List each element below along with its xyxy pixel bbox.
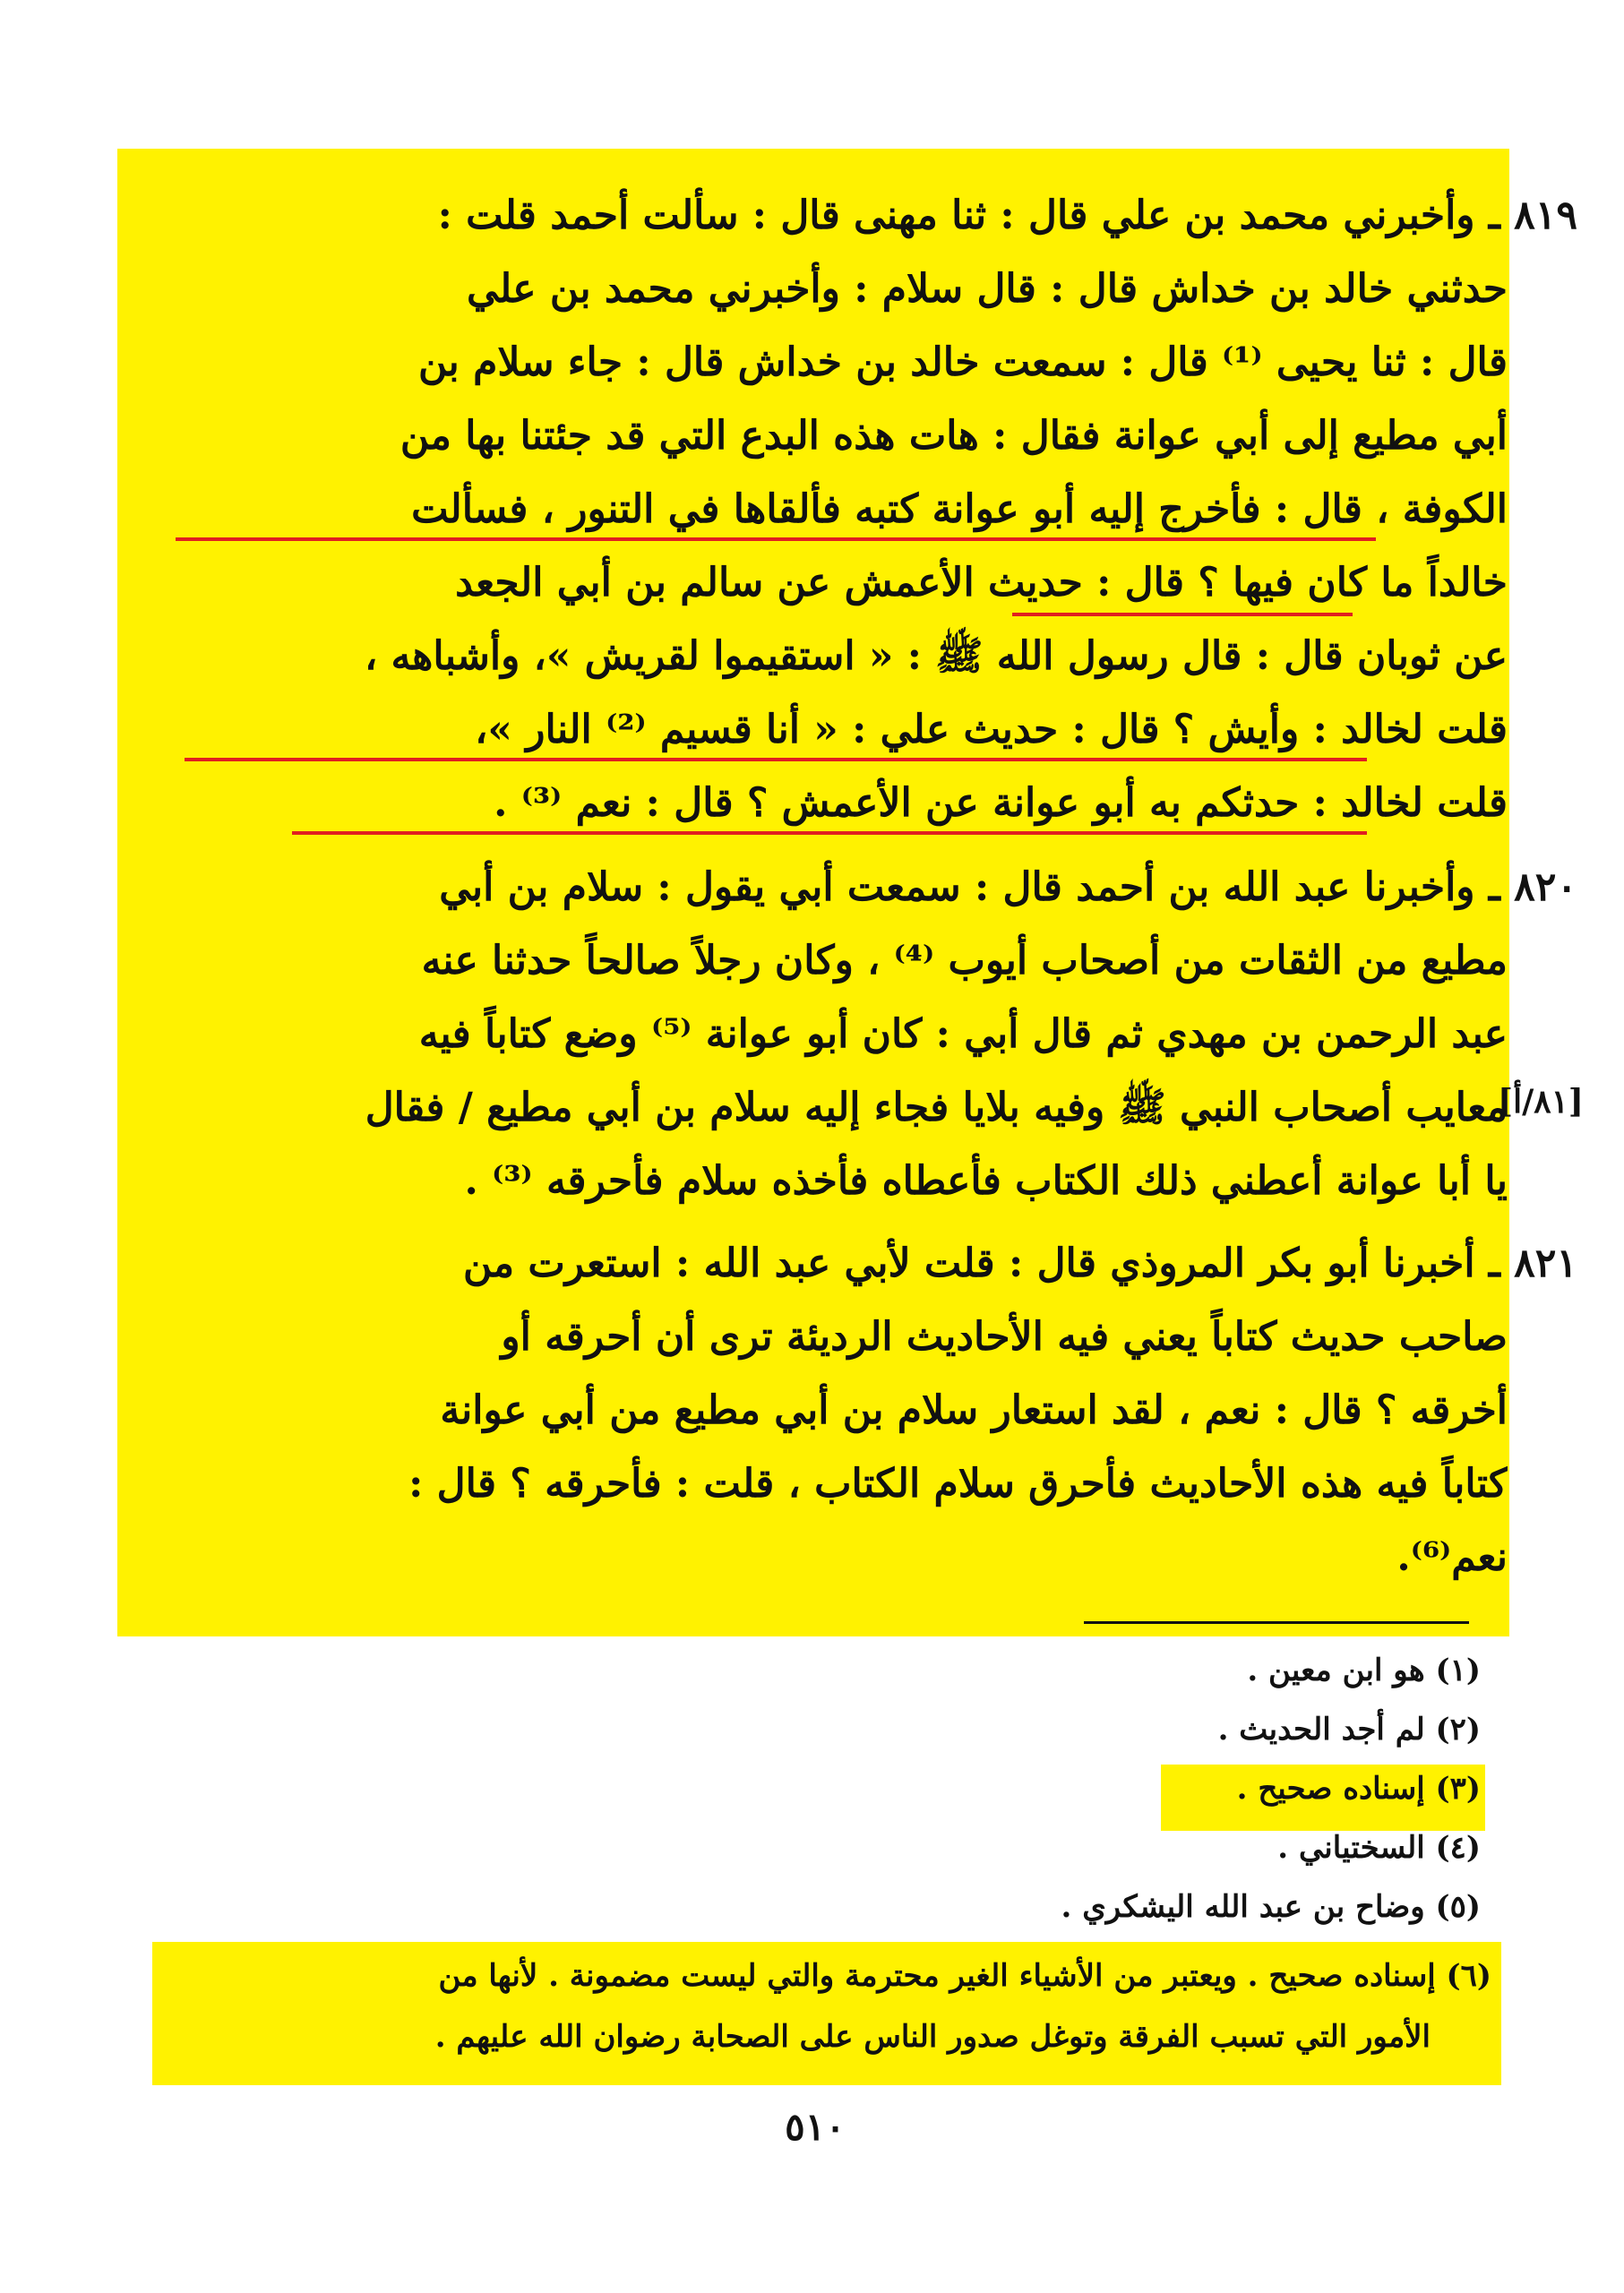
entry-line: أبي مطيع إلى أبي عوانة فقال : هات هذه البدع التي قد جئتنا بها من <box>400 413 1508 459</box>
entry-line: صاحب حديث كتاباً يعني فيه الأحاديث الرديئة ترى أن أحرقه أو <box>501 1314 1508 1360</box>
footnote-6 <box>175 1945 1491 2067</box>
entry-text: أخبرنا أبو بكر المروذي قال : قلت لأبي عبد الله : استعرت من <box>462 1241 1475 1286</box>
entry-line: عن ثوبان قال : قال رسول الله ﷺ : « استقيموا لقريش »، وأشباهه ، <box>365 633 1508 679</box>
entry-text: وأخبرنا عبد الله بن أحمد قال : سمعت أبي يقول : سلام بن أبي <box>439 864 1475 910</box>
entry-line: قلت لخالد : وأيش ؟ قال : حديث علي : « أنا قسيم ⁽²⁾ النار »، <box>475 707 1508 752</box>
entry-text: وأخبرني محمد بن علي قال : ثنا مهنى قال : سألت أحمد قلت : <box>437 193 1475 238</box>
entry-line: قلت لخالد : حدثكم به أبو عوانة عن الأعمش ؟ قال : نعم ⁽³⁾ . <box>494 780 1508 826</box>
entry-line <box>307 851 1577 924</box>
entry-line: الكوفة ، قال : فأخرج إليه أبو عوانة كتبه فألقاها في التنور ، فسألت <box>411 486 1508 532</box>
footnote-2: (٢) لم أجد الحديث . <box>1217 1712 1481 1748</box>
entry-line: عبد الرحمن بن مهدي ثم قال أبي : كان أبو عوانة ⁽⁵⁾ وضع كتاباً فيه <box>418 1011 1508 1057</box>
entry-line: معايب أصحاب النبي ﷺ وفيه بلايا فجاء إليه سلام بن أبي مطيع / فقال <box>365 1085 1508 1130</box>
red-underline <box>185 758 1367 761</box>
footnote-4: (٤) السختياني . <box>1277 1830 1481 1866</box>
entry-number: ٨١٩ ـ <box>1488 193 1577 238</box>
entry-line: حدثني خالد بن خداش قال : قال سلام : وأخبرني محمد بن علي <box>467 266 1508 312</box>
entry-line: نعم⁽⁶⁾. <box>1396 1534 1508 1580</box>
footnote-5: (٥) وضاح بن عبد الله اليشكري . <box>1061 1889 1481 1925</box>
entry-line: قال : ثنا يحيى ⁽¹⁾ قال : سمعت خالد بن خداش قال : جاء سلام بن <box>418 339 1508 385</box>
entry-821 <box>307 1227 1577 1594</box>
entry-line: يا أبا عوانة أعطني ذلك الكتاب فأعطاه فأخذه سلام فأحرقه ⁽³⁾ . <box>464 1158 1508 1204</box>
red-underline <box>176 537 1376 541</box>
entry-line <box>307 1227 1577 1301</box>
entry-number: ٨٢١ ـ <box>1488 1241 1577 1286</box>
footnote-6-line: الأمور التي تسبب الفرقة وتوغل صدور الناس على الصحابة رضوان الله عليهم . <box>434 2019 1431 2055</box>
red-underline <box>1012 613 1353 616</box>
entry-line: خالداً ما كان فيها ؟ قال : حديث الأعمش عن سالم بن أبي الجعد <box>455 560 1508 605</box>
entry-line: مطيع من الثقات من أصحاب أيوب ⁽⁴⁾ ، وكان رجلاً صالحاً حدثنا عنه <box>421 938 1508 983</box>
footnotes <box>155 1641 1481 1937</box>
entry-line: أخرقه ؟ قال : نعم ، لقد استعار سلام بن أبي مطيع من أبي عوانة <box>440 1387 1508 1433</box>
footnote-separator <box>1084 1621 1469 1624</box>
footnote-6-line: (٦) إسناده صحيح . ويعتبر من الأشياء الغير محترمة والتي ليست مضمونة . لأنها من <box>438 1958 1491 1994</box>
entry-line <box>307 179 1577 253</box>
entry-line: كتاباً فيه هذه الأحاديث فأحرق سلام الكتاب ، قلت : فأحرقه ؟ قال : <box>408 1461 1508 1507</box>
entry-number: ٨٢٠ ـ <box>1488 864 1577 910</box>
red-underline <box>292 831 1367 835</box>
page-number: ٥١٠ <box>785 2105 846 2149</box>
entry-819 <box>307 179 1577 840</box>
footnote-3: (٣) إسناده صحيح . <box>1236 1771 1481 1807</box>
footnote-1: (١) هو ابن معين . <box>1247 1653 1481 1688</box>
folio-reference: [٨١/أ] <box>1498 1083 1584 1121</box>
